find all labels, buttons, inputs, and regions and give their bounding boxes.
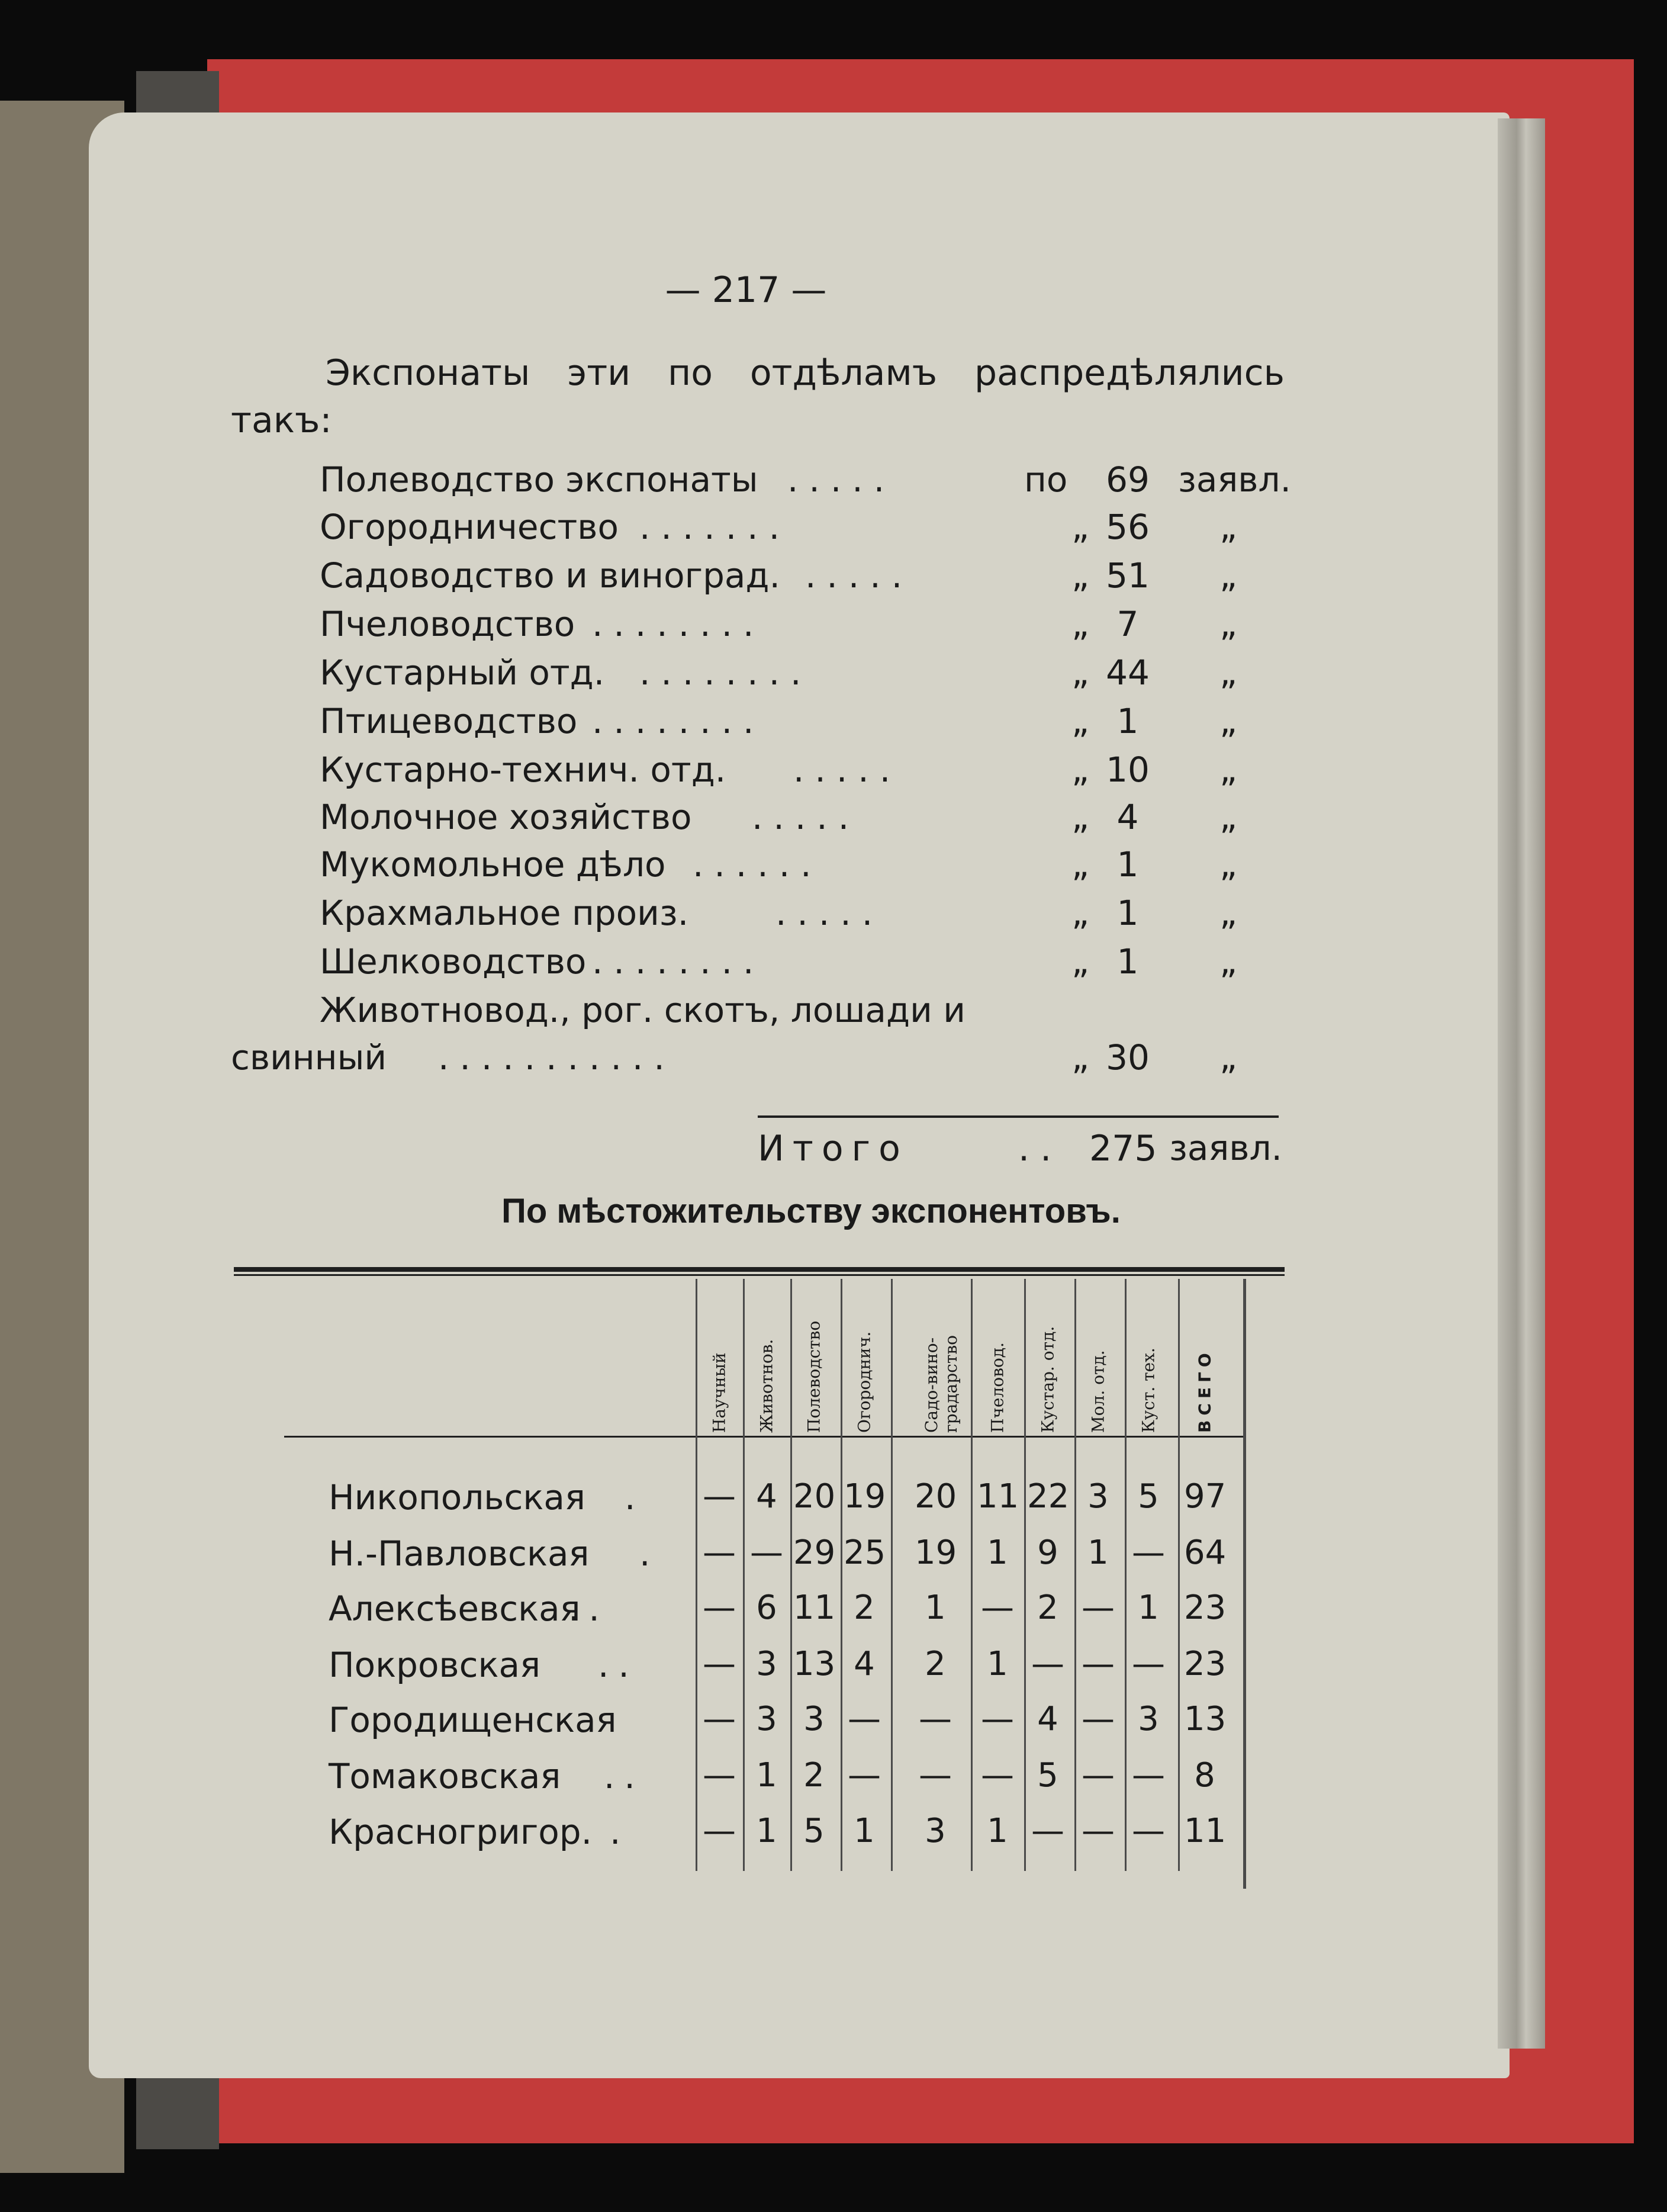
table-cell: 6 (756, 1589, 777, 1627)
table-cell: — (750, 1533, 783, 1572)
department-label: Полеводство экспонаты (320, 459, 758, 500)
table-cell: 97 (1184, 1477, 1227, 1516)
table-cell: 3 (803, 1700, 825, 1738)
column-rule (790, 1279, 792, 1871)
table-cell: 20 (915, 1477, 957, 1516)
department-label: Кустарно-технич. отд. (320, 750, 726, 790)
value-prefix: „ (1071, 555, 1090, 596)
department-label: Шелководство (320, 941, 587, 982)
table-cell: 5 (803, 1812, 825, 1850)
table-cell: 19 (915, 1533, 957, 1572)
value-prefix: „ (1071, 941, 1090, 982)
department-count: 1 (1116, 701, 1139, 741)
table-cell: 5 (1037, 1756, 1058, 1795)
leader-dots: . (610, 1812, 630, 1852)
leader-dots: ........... (438, 1037, 675, 1078)
department-count: 7 (1116, 604, 1139, 644)
table-cell: — (1031, 1645, 1064, 1683)
table-cell: 3 (756, 1700, 777, 1738)
leader-dots: .. (598, 1645, 639, 1685)
value-prefix: „ (1071, 1037, 1090, 1078)
intro-line-1: Экспонаты эти по отдѣламъ распредѣлялись (326, 352, 1285, 394)
column-rule (696, 1279, 697, 1871)
table-cell: 13 (793, 1645, 836, 1683)
column-rule (971, 1279, 973, 1871)
table-cell: — (1082, 1812, 1115, 1850)
table-cell: 25 (844, 1533, 886, 1572)
leader-dots: ........ (592, 604, 765, 644)
value-prefix: „ (1071, 604, 1090, 644)
department-unit: „ (1219, 701, 1238, 741)
department-label: Кустарный отд. (320, 652, 605, 693)
table-cell: — (703, 1700, 736, 1738)
table-cell: — (1132, 1645, 1165, 1683)
table-cell: 4 (1037, 1700, 1058, 1738)
table-cell: 22 (1027, 1477, 1070, 1516)
page-number: — 217 — (665, 269, 827, 311)
table-cell: 29 (793, 1533, 836, 1572)
table-cell: — (1132, 1756, 1165, 1795)
table-row-label: Н.-Павловская (329, 1533, 590, 1574)
value-prefix: „ (1071, 797, 1090, 837)
leader-dots: ........ (592, 941, 765, 982)
department-unit: „ (1219, 797, 1238, 837)
table-cell: 1 (1138, 1589, 1159, 1627)
department-unit: „ (1219, 1037, 1238, 1078)
table-cell: 3 (1087, 1477, 1109, 1516)
intro-line-2: такъ: (231, 400, 332, 441)
table-row-label: Красногригор. (329, 1812, 593, 1852)
table-cell: — (703, 1645, 736, 1683)
table-cell: — (1082, 1700, 1115, 1738)
department-unit: „ (1219, 555, 1238, 596)
department-unit: „ (1219, 507, 1238, 547)
column-header: Пчеловод. (987, 1342, 1008, 1433)
table-cell: 2 (1037, 1589, 1058, 1627)
table-cell: 4 (756, 1477, 777, 1516)
table-cell: 23 (1184, 1645, 1227, 1683)
table-cell: 2 (925, 1645, 946, 1683)
column-header: Огороднич. (854, 1331, 874, 1433)
column-rule (1024, 1279, 1026, 1871)
total-rule (758, 1115, 1279, 1118)
table-cell: 2 (854, 1589, 875, 1627)
table-top-rule (234, 1267, 1285, 1272)
department-count: 10 (1106, 750, 1150, 790)
leader-dots: ..... (793, 750, 902, 790)
table-cell: — (1132, 1812, 1165, 1850)
leader-dots: ..... (775, 893, 884, 933)
table-cell: 1 (987, 1533, 1008, 1572)
column-rule (1178, 1279, 1180, 1871)
table-row-label: Покровская (329, 1645, 540, 1685)
table-cell: — (919, 1700, 952, 1738)
column-header: Полеводство (804, 1320, 824, 1433)
table-cell: 11 (1184, 1812, 1227, 1850)
column-rule (743, 1279, 745, 1871)
table-row-label: Никопольская (329, 1477, 585, 1517)
total-value: 275 (1089, 1128, 1157, 1169)
department-unit: „ (1219, 893, 1238, 933)
department-label: Огородничество (320, 507, 619, 547)
table-cell: — (1082, 1756, 1115, 1795)
table-title: По мѣстожительству экспонентовъ. (501, 1192, 1121, 1230)
table-row-label: Алексѣевская (329, 1589, 581, 1629)
table-cell: 1 (925, 1589, 946, 1627)
table-cell: — (703, 1533, 736, 1572)
department-label: Мукомольное дѣло (320, 844, 666, 885)
table-cell: 19 (844, 1477, 886, 1516)
table-cell: — (848, 1700, 881, 1738)
table-cell: — (981, 1756, 1014, 1795)
value-prefix: „ (1071, 750, 1090, 790)
table-cell: — (703, 1477, 736, 1516)
table-cell: 8 (1194, 1756, 1215, 1795)
leader-dots: ..... (787, 459, 896, 500)
table-cell: 9 (1037, 1533, 1058, 1572)
leader-dots: . (625, 1477, 645, 1517)
leader-dots: . (639, 1533, 660, 1574)
table-cell: 3 (1138, 1700, 1159, 1738)
table-cell: — (919, 1756, 952, 1795)
table-cell: — (1082, 1645, 1115, 1683)
table-cell: — (981, 1700, 1014, 1738)
department-count: 1 (1116, 893, 1139, 933)
total-dots: .. (1018, 1128, 1063, 1169)
leader-dots: ........ (639, 652, 812, 693)
table-cell: 1 (756, 1812, 777, 1850)
department-count: 44 (1106, 652, 1150, 693)
value-prefix: „ (1071, 652, 1090, 693)
department-unit: „ (1219, 750, 1238, 790)
table-cell: 13 (1184, 1700, 1227, 1738)
department-label: Садоводство и виноград. (320, 555, 780, 596)
column-header: Садо-вино- градарство (922, 1335, 961, 1433)
department-label: свинный (231, 1037, 387, 1078)
table-cell: 1 (987, 1812, 1008, 1850)
department-unit: „ (1219, 941, 1238, 982)
table-cell: 1 (987, 1645, 1008, 1683)
table-header-rule (284, 1436, 1243, 1438)
table-cell: — (981, 1589, 1014, 1627)
department-count: 1 (1116, 844, 1139, 885)
table-cell: — (1031, 1812, 1064, 1850)
total-unit: заявл. (1169, 1128, 1282, 1168)
column-header: Мол. отд. (1088, 1350, 1108, 1433)
department-label: Молочное хозяйство (320, 797, 692, 837)
department-unit: „ (1219, 844, 1238, 885)
total-label: Итого (758, 1128, 909, 1169)
value-prefix: по (1024, 459, 1068, 500)
column-header: ВСЕГО (1195, 1348, 1215, 1433)
department-count: 69 (1106, 459, 1150, 500)
table-cell: 3 (756, 1645, 777, 1683)
column-header: Животнов. (757, 1339, 777, 1433)
leader-dots: ........ (592, 701, 765, 741)
leader-dots: .. (604, 1756, 645, 1796)
table-cell: 11 (793, 1589, 836, 1627)
department-count: 56 (1106, 507, 1150, 547)
department-label: Животновод., рог. скотъ, лошади и (320, 990, 966, 1030)
column-header: Научный (709, 1352, 729, 1433)
department-count: 30 (1106, 1037, 1150, 1078)
department-count: 51 (1106, 555, 1150, 596)
table-cell: — (703, 1589, 736, 1627)
department-unit: заявл. (1178, 459, 1291, 500)
department-label: Птицеводство (320, 701, 578, 741)
table-cell: 1 (756, 1756, 777, 1795)
table-cell: — (703, 1812, 736, 1850)
leader-dots: ..... (752, 797, 860, 837)
table-row-label: Городищенская (329, 1700, 617, 1740)
table-cell: — (1082, 1589, 1115, 1627)
table-top-rule-thin (234, 1274, 1285, 1276)
department-label: Крахмальное произ. (320, 893, 689, 933)
value-prefix: „ (1071, 844, 1090, 885)
leader-dots: ...... (693, 844, 822, 885)
value-prefix: „ (1071, 893, 1090, 933)
column-rule (841, 1279, 842, 1871)
value-prefix: „ (1071, 701, 1090, 741)
table-cell: 64 (1184, 1533, 1227, 1572)
table-cell: 20 (793, 1477, 836, 1516)
table-cell: 11 (977, 1477, 1019, 1516)
table-cell: — (1132, 1533, 1165, 1572)
column-rule (1243, 1279, 1246, 1889)
value-prefix: „ (1071, 507, 1090, 547)
table-cell: 4 (854, 1645, 875, 1683)
leader-dots: ..... (805, 555, 913, 596)
table-cell: — (848, 1756, 881, 1795)
leader-dots: .. (568, 1589, 609, 1629)
leader-dots: ....... (639, 507, 791, 547)
department-count: 1 (1116, 941, 1139, 982)
table-cell: 1 (854, 1812, 875, 1850)
column-rule (1074, 1279, 1076, 1871)
table-cell: 1 (1087, 1533, 1109, 1572)
department-unit: „ (1219, 652, 1238, 693)
department-unit: „ (1219, 604, 1238, 644)
table-cell: 5 (1138, 1477, 1159, 1516)
table-cell: 3 (925, 1812, 946, 1850)
department-count: 4 (1116, 797, 1139, 837)
column-rule (891, 1279, 893, 1871)
column-header: Куст. тех. (1138, 1348, 1158, 1433)
table-cell: 23 (1184, 1589, 1227, 1627)
department-label: Пчеловодство (320, 604, 575, 644)
table-cell: — (703, 1756, 736, 1795)
table-row-label: Томаковская (329, 1756, 561, 1796)
column-header: Кустар. отд. (1038, 1326, 1058, 1433)
column-rule (1125, 1279, 1127, 1871)
table-cell: 2 (803, 1756, 825, 1795)
